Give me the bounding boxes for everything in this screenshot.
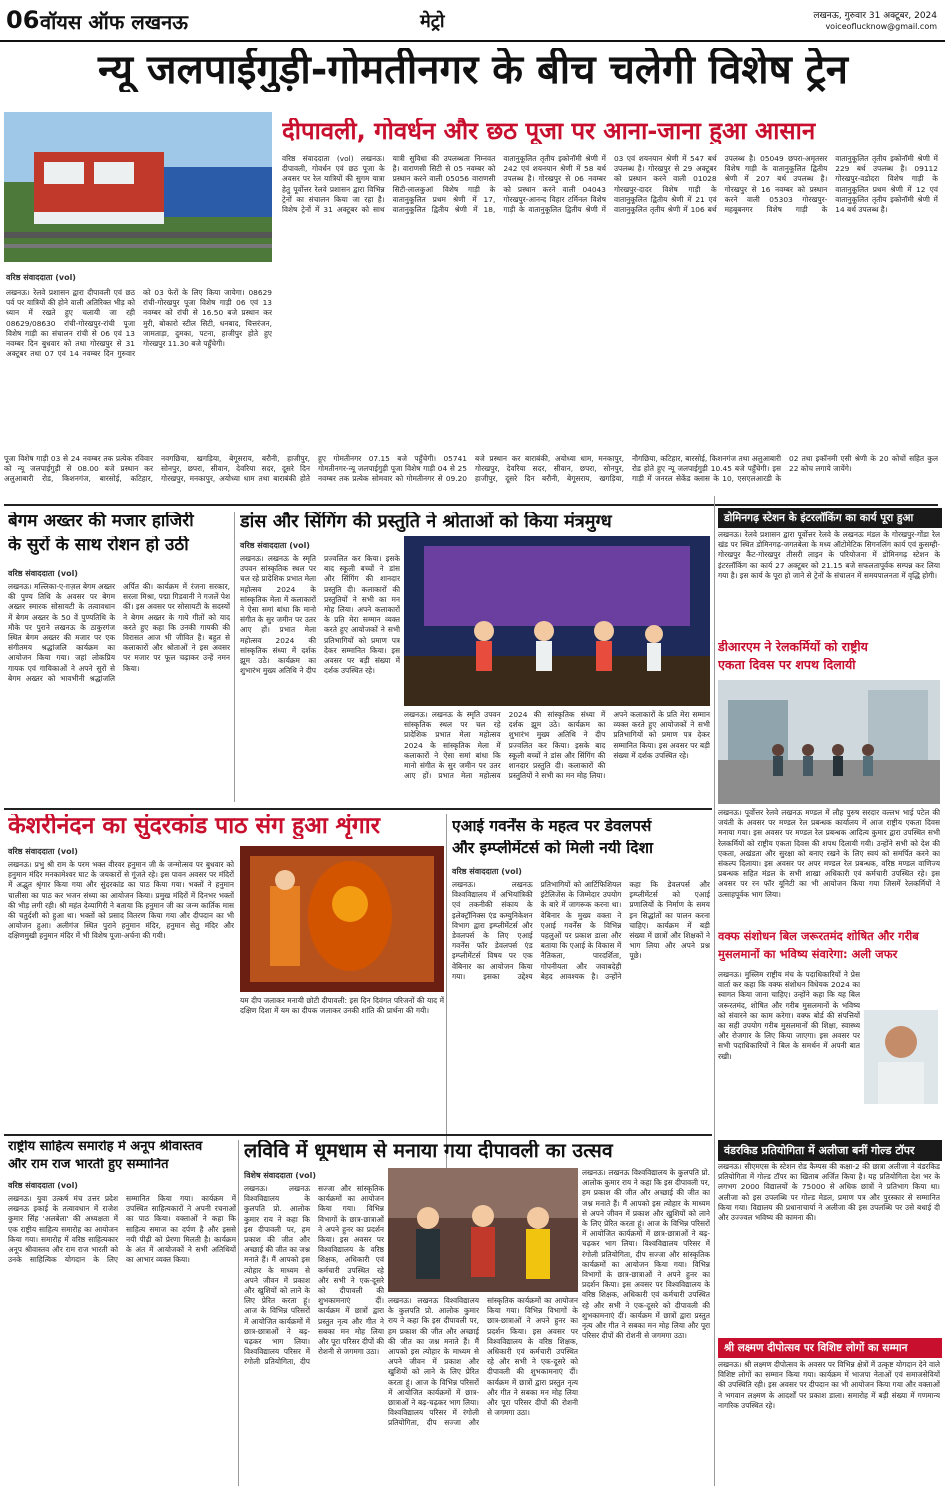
story7-byline: वरिष्ठ संवाददाता (vol) [452, 867, 522, 876]
story3-headline: डांस और सिंगिंग की प्रस्तुति ने श्रोताओं को किया मंत्रमुग्ध [240, 512, 612, 532]
drm-photo [718, 680, 940, 804]
story2-headline-line1: बेगम अख्तर की मजार हाजिरी [8, 512, 194, 531]
date-line: लखनऊ, गुरुवार 31 अक्टूबर, 2024 [813, 11, 937, 21]
story10-body-cont: लखनऊ। लखनऊ विश्वविद्यालय के कुलपति प्रो. आलोक कुमार राय ने कहा कि इस दीपावली पर, हम प्रकाश की जीत और अच्छाई की जीत का जश्न मनाते हैं। मैं आपको इस त्योहार के माध्यम से अपने जीवन में प्रकाश और खुशियों को लाने के लिए प्रेरित करता हूं। आज के विभिन्न परिसरों में आयोजित कार्यक्रमों में छात्र-छात्राओं ने बढ़-चढ़कर भाग लिया। विश्वविद्यालय परिसर में रंगोली प्रतियोगिता, दीप सज्जा और सांस्कृतिक कार्यक्रमों का आयोजन किया गया। विभिन्न विभागों के छात्र-छात्राओं ने अपने हुनर का प्रदर्शन किया। इस अवसर पर विश्वविद्यालय के वरिष्ठ शिक्षक, अधिकारी एवं कर्मचारी उपस्थित रहे और सभी ने एक-दूसरे को दीपावली की शुभकामनाएं दीं। कार्यक्रम में छात्रों द्वारा प्रस्तुत नृत्य और गीत ने सबका मन मोह लिया और पूरा परिसर दीपों की रोशनी से जगमगा उठा। [388, 1296, 578, 1428]
story3-body-cont: लखनऊ। लखनऊ के स्मृति उपवन सांस्कृतिक स्थल पर चल रहे प्रादेशिक प्रभात मेला महोत्सव 2024 के सांस्कृतिक मेला में कलाकारों ने ऐसा समां बांधा कि मानो संगीत के सुर जमीन पर उतर आए हों। प्रभात मेला महोत्सव 2024 की सांस्कृतिक संध्या में दर्शक झूम उठे। कार्यक्रम का शुभारंभ मुख्य अतिथि ने दीप प्रज्वलित कर किया। इसके बाद स्कूली बच्चों ने डांस और सिंगिंग की शानदार प्रस्तुति दी। कलाकारों की प्रस्तुतियों ने सभी का मन मोह लिया। अपने कलाकारों के प्रति मेरा सम्मान व्यक्त करते हुए आयोजकों ने सभी प्रतिभागियों को प्रमाण पत्र देकर सम्मानित किया। इस अवसर पर बड़ी संख्या में दर्शक उपस्थित रहे। [404, 710, 710, 781]
divider [446, 814, 447, 1180]
story1-body-right: वरिष्ठ संवाददाता (vol) लखनऊ। दीपावली, गोवर्धन एवं छठ पूजा के अवसर पर रेल यात्रियों की सुगम यात्रा हेतु पूर्वोत्तर रेलवे प्रशासन द्वारा विभिन्न ट्रेनों का संचालन किया जा रहा है। विशेष ट्रेनों में 31 अक्टूबर को साथ यात्री सुविधा की उपलब्धता निम्नवत है। वाराणसी सिटी से 05 नवम्बर को प्रस्थान करने वाली 05056 वाराणसी सिटी-लालकुआं विशेष गाड़ी के वातानुकूलित प्रथम श्रेणी में 17, वातानुकूलित द्वितीय श्रेणी में 18, वातानुकूलित तृतीय इकोनॉमी श्रेणी में 242 एवं शयनयान श्रेणी में 58 बर्थ उपलब्ध है। गोरखपुर से 06 नवम्बर को प्रस्थान करने वाली 04043 गोरखपुर-आनन्द विहार टर्मिनल विशेष गाड़ी के वातानुकूलित द्वितीय श्रेणी में 03 एवं शयनयान श्रेणी में 547 बर्थ उपलब्ध है। गोरखपुर से 29 अक्टूबर को प्रस्थान करने वाली 01028 गोरखपुर-दादर विशेष गाड़ी के वातानुकूलित द्वितीय श्रेणी में 21 एवं वातानुकूलित तृतीय श्रेणी में 106 बर्थ उपलब्ध है। 05049 छपरा-अमृतसर विशेष गाड़ी के वातानुकूलित द्वितीय श्रेणी में 207 बर्थ उपलब्ध है। गोरखपुर से 16 नवम्बर को प्रस्थान करने वाली 05303 गोरखपुर-महबूबनगर विशेष गाड़ी के वातानुकूलित तृतीय इकोनॉमी श्रेणी में 229 बर्थ उपलब्ध है। 09112 गोरखपुर-वडोदरा विशेष गाड़ी के वातानुकूलित प्रथम श्रेणी में 12 एवं वातानुकूलित तृतीय इकोनॉमी श्रेणी में 14 बर्थ उपलब्ध है। [282, 154, 938, 215]
story2-byline: वरिष्ठ संवाददाता (vol) [8, 569, 78, 578]
story6-caption: यम दीप जलाकर मनायी छोटी दीपावली: इस दिन दिवंगत परिजनों की याद में दक्षिण दिशा में यम का दीपक जलाकर उनकी शांति की प्रार्थना की गयी। [240, 996, 444, 1016]
divider [4, 504, 938, 506]
story1-body-left: लखनऊ। रेलवे प्रशासन द्वारा दीपावली एवं छठ पर्व पर यात्रियों की होने वाली अतिरिक्त भीड़ को ध्यान में रखते हुए चलायी जा रही 08629/08630 रांची-गोरखपुर-रांची पूजा विशेष गाड़ी का संचालन रांची से 06 एवं 13 नवम्बर दिन बुधवार को तथा गोरखपुर से 31 अक्टूबर तथा 07 एवं 14 नवम्बर दिन गुरुवार को 03 फेरों के लिए किया जायेगा। 08629 रांची-गोरखपुर पूजा विशेष गाड़ी 06 एवं 13 नवम्बर को रांची से 16.50 बजे प्रस्थान कर मुरी, बोकारो स्टील सिटी, धनबाद, चित्तरंजन, जामताड़ा, दुमका, पटना, हाजीपुर होते हुए गोरखपुर 11.30 बजे पहुँचेगी। [6, 288, 272, 359]
story10-byline: विशेष संवाददाता (vol) [244, 1171, 317, 1180]
story10-headline: लविवि में धूमधाम से मनाया गया दीपावली का उत्सव [244, 1140, 613, 1162]
story5-headline-line1: डीआरएम ने रेलकर्मियों को राष्ट्रीय [718, 640, 868, 654]
story1-photo-byline: वरिष्ठ संवाददाता (vol) [6, 273, 76, 282]
story1-continuation: पूजा विशेष गाड़ी 03 से 24 नवम्बर तक प्रत्येक रविवार को न्यू जलपाईगुड़ी से 08.00 बजे प्रस्थान कर अलुआबारी रोड, किशनगंज, बारसोई, कटिहार, नवगछिया, खगड़िया, बेगूसराय, बरौनी, हाजीपुर, सोनपुर, छपरा, सीवान, देवरिया सदर, दूसरे दिन गोरखपुर, मनकापुर, अयोध्या धाम तथा बाराबंकी होते हुए गोमतीनगर 07.15 बजे पहुँचेगी। 05741 गोमतीनगर-न्यू जलपाईगुड़ी पूजा विशेष गाड़ी 04 से 25 नवम्बर तक प्रत्येक सोमवार को गोमतीनगर से 09.20 बजे प्रस्थान कर बाराबंकी, अयोध्या धाम, मनकापुर, गोरखपुर, देवरिया सदर, सीवान, छपरा, सोनपुर, हाजीपुर, दूसरे दिन बरौनी, बेगूसराय, खगड़िया, नौगछिया, कटिहार, बारसोई, किशनगंज तथा अलुआबारी रोड होते हुए न्यू जलपाईगुड़ी 10.45 बजे पहुँचेगी। इस गाड़ी में जनरल सेकेंड क्लास के 10, एसएलआरडी के 02 तथा इकॉनमी एसी श्रेणी के 20 कोचों सहित कुल 22 कोच लगाये जायेंगे। [4, 454, 938, 484]
divider [714, 496, 715, 1486]
story4-headline: डोमिनगढ़ स्टेशन के इंटरलॉकिंग का कार्य पूरा हुआ [718, 508, 942, 528]
story8-body: लखनऊ। मुस्लिम राष्ट्रीय मंच के पदाधिकारियों ने प्रेस वार्ता कर कहा कि वक्फ संशोधन विधेयक 2024 का स्वागत किया जाना चाहिए। उन्होंने कहा कि यह बिल जरूरतमंद, शोषित और गरीब मुसलमानों के भविष्य को संवारने का काम करेगा। वक्फ बोर्ड की संपत्तियों का सही उपयोग गरीब मुसलमानों की शिक्षा, स्वास्थ्य और रोजगार के लिए किया जाएगा। इस अवसर पर सभी पदाधिकारियों ने बिल के समर्थन में अपनी बात रखी। [718, 970, 860, 1061]
train-photo [4, 112, 272, 262]
story9-headline-line1: राष्ट्रीय साहित्य समारोह में अनूप श्रीवास्तव [8, 1140, 203, 1154]
story9-body: लखनऊ। युवा उत्कर्ष मंच उत्तर प्रदेश लखनऊ इकाई के तत्वावधान में राजेश कुमार सिंह 'अलबेला' की अध्यक्षता में एक राष्ट्रीय साहित्य समारोह का आयोजन किया गया। समारोह में वरिष्ठ साहित्यकार अनूप श्रीवास्तव और राम राज भारती को उनके साहित्यिक योगदान के लिए सम्मानित किया गया। कार्यक्रम में उपस्थित साहित्यकारों ने अपनी रचनाओं का पाठ किया। वक्ताओं ने कहा कि साहित्य समाज का दर्पण है और इससे नयी पीढ़ी को प्रेरणा मिलती है। कार्यक्रम के अंत में आयोजकों ने सभी अतिथियों का आभार व्यक्त किया। [8, 1194, 236, 1265]
story11-headline: वंडरकिड प्रतियोगिता में अलीजा बनीं गोल्ड टॉपर [718, 1140, 942, 1161]
story7-body: लखनऊ। लखनऊ विश्वविद्यालय में अभियांत्रिकी एवं तकनीकी संकाय के इलेक्ट्रॉनिक्स एंड कम्युनिकेशन विभाग द्वारा इम्प्लीमेंटर्स और डेवलपर्स के लिए एआई गवर्नेंस फॉर डेवलपर्स एंड इम्प्लीमेंटर्स विषय पर एक वेबिनार का आयोजन किया गया। इसका उद्देश्य प्रतिभागियों को आर्टिफिशियल इंटेलिजेंस के जिम्मेदार उपयोग के बारे में जागरूक करना था। वेबिनार के मुख्य वक्ता ने एआई गवर्नेंस के विभिन्न पहलुओं पर प्रकाश डाला और बताया कि एआई के विकास में नैतिकता, पारदर्शिता, गोपनीयता और जवाबदेही बेहद आवश्यक है। उन्होंने कहा कि डेवलपर्स और इम्प्लीमेंटर्स को एआई प्रणालियों के निर्माण के समय इन सिद्धांतों का पालन करना चाहिए। कार्यक्रम में बड़ी संख्या में छात्रों और शिक्षकों ने भाग लिया और अपने प्रश्न पूछे। [452, 880, 710, 981]
paper-name: वॉयस ऑफ लखनऊ [40, 10, 188, 34]
story2-headline-line2: के सुरों के साथ रोशन हो उठी [8, 536, 189, 555]
divider [238, 1140, 239, 1486]
story9-byline: वरिष्ठ संवाददाता (vol) [8, 1181, 78, 1190]
story6-body: लखनऊ। प्रभु श्री राम के परम भक्त वीरवर हनुमान जी के जन्मोत्सव पर बुधवार को हनुमान मंदिर मनकामेश्वर घाट के जयकारों से गूंजते रहे। इस पावन अवसर पर मंदिरों में अद्भुत श्रृंगार किया गया और सुंदरकांड का पाठ किया गया। भक्तों ने हनुमान चालीसा का पाठ कर भजन संध्या का आयोजन किया। प्रमुख मंदिरों में दिनभर भक्तों की भीड़ लगी रही। श्री महंत देव्यागिरी ने बताया कि हनुमान जी का जन्म कार्तिक मास की चतुर्दशी को हुआ था। भक्तों को प्रसाद वितरण किया गया और दीपदान का भी आयोजन हुआ। अलीगंज स्थित पुराने हनुमान मंदिर, हनुमान सेतु मंदिर और दक्षिणमुखी हनुमान मंदिर में भी विशेष पूजा-अर्चना की गयी। [8, 860, 234, 941]
divider [4, 1134, 712, 1136]
story3-body: लखनऊ। लखनऊ के स्मृति उपवन सांस्कृतिक स्थल पर चल रहे प्रादेशिक प्रभात मेला महोत्सव 2024 के सांस्कृतिक मेला में कलाकारों ने ऐसा समां बांधा कि मानो संगीत के सुर जमीन पर उतर आए हों। प्रभात मेला महोत्सव 2024 की सांस्कृतिक संध्या में दर्शक झूम उठे। कार्यक्रम का शुभारंभ मुख्य अतिथि ने दीप प्रज्वलित कर किया। इसके बाद स्कूली बच्चों ने डांस और सिंगिंग की शानदार प्रस्तुति दी। कलाकारों की प्रस्तुतियों ने सभी का मन मोह लिया। अपने कलाकारों के प्रति मेरा सम्मान व्यक्त करते हुए आयोजकों ने सभी प्रतिभागियों को प्रमाण पत्र देकर सम्मानित किया। इस अवसर पर बड़ी संख्या में दर्शक उपस्थित रहे। [240, 554, 400, 676]
story10-body: लखनऊ। लखनऊ विश्वविद्यालय के कुलपति प्रो. आलोक कुमार राय ने कहा कि इस दीपावली पर, हम प्रकाश की जीत और अच्छाई की जीत का जश्न मनाते हैं। मैं आपको इस त्योहार के माध्यम से अपने जीवन में प्रकाश और खुशियों को लाने के लिए प्रेरित करता हूं। आज के विभिन्न परिसरों में आयोजित कार्यक्रमों में छात्र-छात्राओं ने बढ़-चढ़कर भाग लिया। विश्वविद्यालय परिसर में रंगोली प्रतियोगिता, दीप सज्जा और सांस्कृतिक कार्यक्रमों का आयोजन किया गया। विभिन्न विभागों के छात्र-छात्राओं ने अपने हुनर का प्रदर्शन किया। इस अवसर पर विश्वविद्यालय के वरिष्ठ शिक्षक, अधिकारी एवं कर्मचारी उपस्थित रहे और सभी ने एक-दूसरे को दीपावली की शुभकामनाएं दीं। कार्यक्रम में छात्रों द्वारा प्रस्तुत नृत्य और गीत ने सबका मन मोह लिया और पूरा परिसर दीपों की रोशनी से जगमगा उठा। [244, 1184, 384, 1367]
hanuman-photo [240, 846, 444, 992]
masthead [0, 0, 945, 42]
story2-body: लखनऊ। मल्लिका-ए-ग़ज़ल बेगम अख्तर की पुण्य तिथि के अवसर पर बेगम अख्तर स्मारक सोसायटी के तत्वावधान में बेगम अख्तर के 50 वें पुण्यतिथि के मौके पर पुराने लखनऊ के ठाकुरगंज स्थित बेगम अख्तर की मजार पर एक संगीतमय श्रद्धांजलि कार्यक्रम का आयोजन किया गया। जहां लोकप्रिय गायक एवं गायिकाओं ने अपने सुरों से बेगम अख्तर को भावभीनी श्रद्धांजलि अर्पित की। कार्यक्रम में रंजना सरकार, सरला मिश्रा, पद्मा गिडवानी ने गजलें पेश कीं। इस अवसर पर सोसायटी के सदस्यों ने बेगम अख्तर के गाये गीतों को याद करते हुए कहा कि उनकी गायकी की विरासत आज भी जीवित है। बहुत से कलाकारों और श्रोताओं ने इस अवसर पर मजार पर फूल चढ़ाकर उन्हें नमन किया। [8, 582, 230, 683]
lu-diwali-photo [388, 1168, 578, 1292]
story8-headline-line2: मुसलमानों का भविष्य संवारेगा: अली जफर [718, 948, 898, 961]
story12-headline: श्री लक्ष्मण दीपोत्सव पर विशिष्ट लोगों का सम्मान [718, 1338, 942, 1358]
email: voiceoflucknow@gmail.com [825, 22, 937, 31]
page-number: 06 [6, 6, 40, 34]
story1-subhead: दीपावली, गोवर्धन और छठ पूजा पर आना-जाना हुआ आसान [282, 118, 816, 145]
story6-byline: वरिष्ठ संवाददाता (vol) [8, 847, 78, 856]
story7-headline-line1: एआई गवर्नेंस के महत्व पर डेवलपर्स [452, 818, 652, 835]
story11-body: लखनऊ। सीएमएस के स्टेशन रोड कैम्पस की कक्षा-2 की छात्रा अलीजा ने वंडरकिड प्रतियोगिता में गोल्ड टॉपर का खिताब अर्जित किया है। यह प्रतियोगिता देश भर के लगभग 2000 विद्यालयों के 75000 से अधिक छात्रों ने प्रतिभाग किया था। अलीजा को इस उपलब्धि पर गोल्ड मेडल, प्रमाण पत्र और पुरस्कार से सम्मानित किया गया। विद्यालय की प्रधानाचार्या ने अलीजा की इस उपलब्धि पर उसे बधाई दी और उज्ज्वल भविष्य की कामना की। [718, 1162, 940, 1223]
dance-photo [404, 536, 710, 706]
story9-headline-line2: और राम राज भारती हुए सम्मानित [8, 1158, 169, 1172]
story5-body: लखनऊ। पूर्वोत्तर रेलवे लखनऊ मण्डल में लौह पुरुष सरदार वल्लभ भाई पटेल की जयंती के अवसर पर मण्डल रेल प्रबन्धक कार्यालय में आज राष्ट्रीय एकता दिवस मनाया गया। इस अवसर पर मण्डल रेल प्रबन्धक आदित्य कुमार द्वारा उपस्थित सभी रेलकर्मियों को राष्ट्रीय एकता दिवस की शपथ दिलायी गयी। उन्होंने सभी को देश की एकता, अखंडता और सुरक्षा को बनाए रखने के लिए स्वयं को समर्पित करने का संकल्प दिलाया। इस अवसर पर अपर मण्डल रेल प्रबन्धक, वरिष्ठ मण्डल वाणिज्य प्रबन्धक सहित मंडल के सभी शाखा अधिकारी एवं कर्मचारी उपस्थित रहे। इस अवसर पर रन फॉर यूनिटी का भी आयोजन किया गया जिसमें रेलकर्मियों ने उत्साहपूर्वक भाग लिया। [718, 808, 940, 899]
story3-byline: वरिष्ठ संवाददाता (vol) [240, 541, 310, 550]
story4-body: लखनऊ। रेलवे प्रशासन द्वारा पूर्वोत्तर रेलवे के लखनऊ मंडल के गोरखपुर-गोंडा रेल खंड पर स्थित डोमिनगढ़-जगतबेला के मध्य ऑटोमेटिक सिगनलिंग कार्य एवं कुसम्ही-गोरखपुर कैंट-गोरखपुर तीसरी लाइन के परियोजना में डोमिनगढ़ स्टेशन के इंटरलॉकिंग का कार्य 27 अक्टूबर को 21.15 बजे सफलतापूर्वक सम्पन्न कर लिया गया है। इस कार्य के पूरा हो जाने से ट्रेनों के संचालन में समयपालनता में वृद्धि होगी। [718, 530, 940, 580]
story6-headline: केशरीनंदन का सुंदरकांड पाठ संग हुआ शृंगार [8, 814, 381, 839]
story10-body-right: लखनऊ। लखनऊ विश्वविद्यालय के कुलपति प्रो. आलोक कुमार राय ने कहा कि इस दीपावली पर, हम प्रकाश की जीत और अच्छाई की जीत का जश्न मनाते हैं। मैं आपको इस त्योहार के माध्यम से अपने जीवन में प्रकाश और खुशियों को लाने के लिए प्रेरित करता हूं। आज के विभिन्न परिसरों में आयोजित कार्यक्रमों में छात्र-छात्राओं ने बढ़-चढ़कर भाग लिया। विश्वविद्यालय परिसर में रंगोली प्रतियोगिता, दीप सज्जा और सांस्कृतिक कार्यक्रमों का आयोजन किया गया। विभिन्न विभागों के छात्र-छात्राओं ने अपने हुनर का प्रदर्शन किया। इस अवसर पर विश्वविद्यालय के वरिष्ठ शिक्षक, अधिकारी एवं कर्मचारी उपस्थित रहे और सभी ने एक-दूसरे को दीपावली की शुभकामनाएं दीं। कार्यक्रम में छात्रों द्वारा प्रस्तुत नृत्य और गीत ने सबका मन मोह लिया और पूरा परिसर दीपों की रोशनी से जगमगा उठा। [582, 1168, 710, 1341]
story7-headline-line2: और इम्प्लीमेंटर्स को मिली नयी दिशा [452, 840, 654, 857]
story1-headline: न्यू जलपाईगुड़ी-गोमतीनगर के बीच चलेगी विशेष ट्रेन [98, 48, 848, 92]
ali-zafar-photo [864, 1010, 938, 1104]
divider [234, 512, 235, 802]
section-name: मेट्रो [420, 11, 445, 32]
story12-body: लखनऊ। श्री लक्ष्मण दीपोत्सव के अवसर पर विभिन्न क्षेत्रों में उत्कृष्ट योगदान देने वाले विशिष्ट लोगों का सम्मान किया गया। कार्यक्रम में भाजपा नेताओं एवं समाजसेवियों की उपस्थिति रही। इस अवसर पर दीपदान का भी आयोजन किया गया और वक्ताओं ने भगवान लक्ष्मण के आदर्शों पर प्रकाश डाला। समारोह में बड़ी संख्या में गणमान्य नागरिक उपस्थित रहे। [718, 1360, 940, 1410]
divider [4, 808, 712, 810]
story8-headline-line1: वक्फ संशोधन बिल जरूरतमंद शोषित और गरीब [718, 930, 919, 943]
story5-headline-line2: एकता दिवस पर शपथ दिलायी [718, 658, 856, 672]
